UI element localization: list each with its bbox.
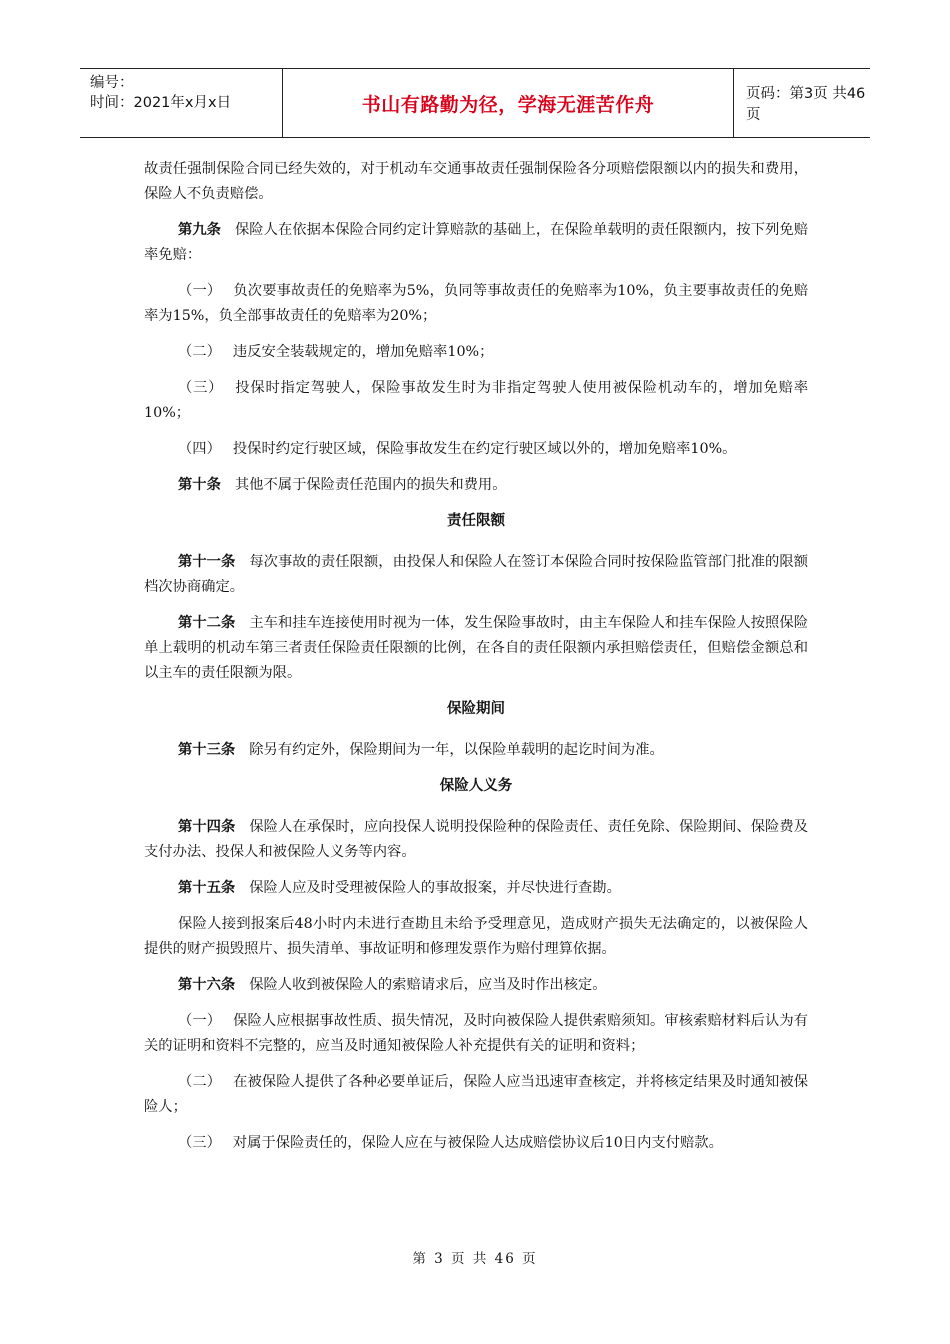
list-item	[144, 437, 808, 462]
list-item	[144, 1070, 808, 1120]
article-number: 第十六条	[178, 977, 236, 993]
paragraph-text: 每次事故的责任限额，由投保人和保险人在签订本保险合同时按保险监管部门批准的限额档次协商确定。	[144, 554, 809, 595]
paragraph-text: 保险人接到报案后48小时内未进行查勘且未给予受理意见，造成财产损失无法确定的，以被保险人提供的财产损毁照片、损失清单、事故证明和修理发票作为赔付理算依据。	[144, 916, 808, 957]
page-header	[80, 68, 870, 138]
section-heading: 保险人义务	[439, 778, 513, 794]
list-item	[144, 1131, 808, 1156]
body-paragraph	[144, 912, 808, 962]
section-heading: 保险期间	[447, 701, 505, 717]
paragraph-text: 其他不属于保险责任范围内的损失和费用。	[234, 477, 507, 493]
paragraph-text: 保险人在承保时，应向投保人说明投保险种的保险责任、责任免除、保险期间、保险费及支付办法、投保人和被保险人义务等内容。	[144, 819, 809, 860]
article-number: 第十三条	[178, 742, 236, 758]
article-paragraph	[144, 550, 808, 600]
item-number: （四）	[178, 441, 221, 457]
item-number: （二）	[178, 344, 221, 360]
paragraph-text: 违反安全装载规定的，增加免赔率10%；	[232, 344, 494, 360]
document-number-label: 编号：	[90, 75, 134, 91]
item-number: （三）	[178, 380, 224, 396]
header-page-info: 页码：第3页 共46页	[746, 86, 866, 123]
item-number: （一）	[178, 1013, 222, 1029]
article-paragraph	[144, 611, 808, 686]
item-number: （二）	[178, 1074, 222, 1090]
list-item	[144, 1009, 808, 1059]
article-paragraph	[144, 973, 808, 998]
paragraph-text: 在被保险人提供了各种必要单证后，保险人应当迅速审查核定，并将核定结果及时通知被保险人；	[144, 1074, 808, 1115]
paragraph-text: 负次要事故责任的免赔率为5%，负同等事故责任的免赔率为10%，负主要事故责任的免赔率为15%，负全部事故责任的免赔率为20%；	[144, 283, 808, 324]
article-number: 第十四条	[178, 819, 236, 835]
article-paragraph	[144, 876, 808, 901]
list-item	[144, 376, 808, 426]
article-paragraph	[144, 218, 808, 268]
article-number: 第十二条	[178, 615, 236, 631]
article-paragraph	[144, 738, 808, 763]
list-item	[144, 279, 808, 329]
paragraph-text: 保险人应根据事故性质、损失情况，及时向被保险人提供索赔须知。审核索赔材料后认为有关的证明和资料不完整的，应当及时通知被保险人补充提供有关的证明和资料；	[144, 1013, 808, 1054]
article-number: 第九条	[178, 222, 221, 238]
section-heading: 责任限额	[447, 513, 505, 529]
paragraph-text: 主车和挂车连接使用时视为一体，发生保险事故时，由主车保险人和挂车保险人按照保险单上载明的机动车第三者责任保险责任限额的比例，在各自的责任限额内承担赔偿责任，但赔偿金额总和以主车的责任限额为限。	[144, 615, 809, 681]
paragraph-text: 投保时约定行驶区域，保险事故发生在约定行驶区域以外的，增加免赔率10%。	[232, 441, 737, 457]
paragraph-text: 对属于保险责任的，保险人应在与被保险人达成赔偿协议后10日内支付赔款。	[232, 1135, 723, 1151]
article-number: 第十五条	[178, 880, 236, 896]
paragraph-text: 除另有约定外，保险期间为一年，以保险单载明的起讫时间为准。	[249, 742, 664, 758]
page-footer: 第 3 页 共 46 页	[412, 1251, 538, 1267]
item-number: （一）	[178, 283, 222, 299]
item-number: （三）	[178, 1135, 221, 1151]
body-paragraph	[144, 157, 808, 207]
paragraph-text: 保险人收到被保险人的索赔请求后，应当及时作出核定。	[249, 977, 607, 993]
article-paragraph	[144, 815, 808, 865]
article-number: 第十一条	[178, 554, 236, 570]
article-paragraph	[144, 473, 808, 498]
header-motto: 书山有路勤为径，学海无涯苦作舟	[282, 69, 734, 137]
article-number: 第十条	[178, 477, 221, 493]
list-item	[144, 340, 808, 365]
paragraph-text: 投保时指定驾驶人，保险事故发生时为非指定驾驶人使用被保险机动车的，增加免赔率10%；	[144, 380, 808, 421]
document-date: 时间：2021年x月x日	[90, 95, 232, 111]
paragraph-text: 故责任强制保险合同已经失效的，对于机动车交通事故责任强制保险各分项赔偿限额以内的损失和费用，保险人不负责赔偿。	[144, 161, 808, 202]
document-body	[144, 157, 808, 1167]
paragraph-text: 保险人应及时受理被保险人的事故报案，并尽快进行查勘。	[249, 880, 621, 896]
paragraph-text: 保险人在依据本保险合同约定计算赔款的基础上，在保险单载明的责任限额内，按下列免赔率免赔：	[144, 222, 809, 263]
header-meta	[80, 69, 282, 137]
